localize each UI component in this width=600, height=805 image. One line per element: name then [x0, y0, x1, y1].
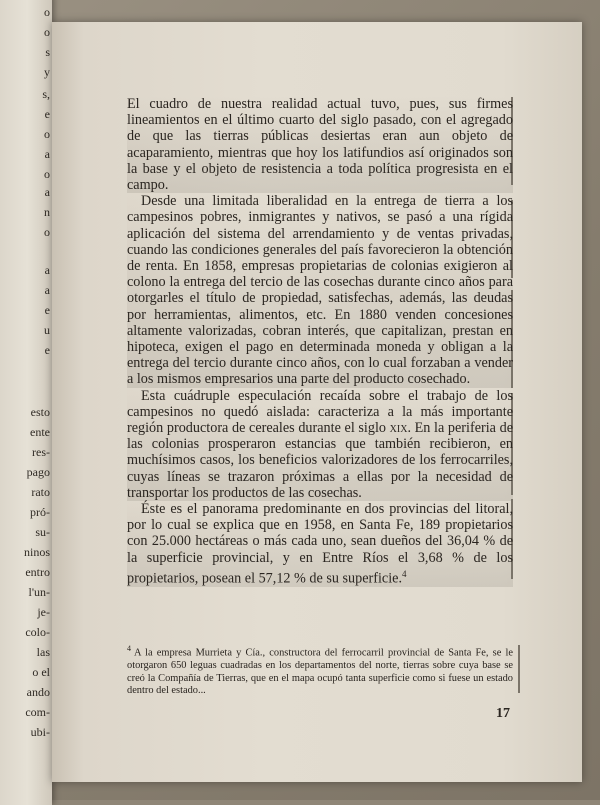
left-page-fragment: pró- [30, 505, 50, 519]
left-page-fragment: a [44, 185, 50, 199]
left-page-fragment: n [44, 205, 50, 219]
footnote [127, 643, 513, 698]
century-numeral: xix [389, 420, 408, 437]
left-page-fragment: u [44, 323, 50, 337]
left-page-fragment: rato [31, 485, 50, 499]
left-page-fragment: las [36, 645, 50, 659]
left-page-fragment: com- [25, 705, 50, 719]
left-page-fragment: y [44, 65, 50, 79]
left-page-fragment: entro [25, 565, 50, 579]
left-page-fragment: ninos [23, 545, 50, 559]
left-page-fragment: o [44, 25, 50, 39]
left-page-fragment: pago [26, 465, 50, 479]
left-page-fragment: je- [37, 605, 50, 619]
paragraph-2: Desde una limitada liberalidad en la entrega de tierra a los campesinos pobres, inmigrantes y nativos, se pasó a una rígida aplicación del sistema del arrendamiento y de ventas privadas, cuando las condiciones generales del país favorecieron la obtención de renta. En 1858, empresas propietarias de colonias exigieron al colono la entrega del tercio de las cosechas durante cinco años para otorgarles el título de propiedad, satisfechas, además, las deudas por herramientas, alimentos, etc. En 1880 venden concesiones altamente valorizadas, cobran interés, que capitalizan, prestan en hipoteca, exigen el pago en determinada moneda y obligan a la entrega del tercio durante cinco años, con lo cual forzaban a vender a los mismos empresarios una parte del producto cosechado. [127, 193, 513, 388]
left-page-fragment: o [44, 127, 50, 141]
left-page-fragment: colo- [25, 625, 50, 639]
margin-mark [518, 645, 520, 693]
left-page-fragment: o el [32, 665, 50, 679]
left-page-edge [0, 0, 52, 805]
left-page-fragment: o [44, 5, 50, 19]
left-page-fragment: res- [32, 445, 50, 459]
left-page-fragment: e [44, 343, 50, 357]
left-page-fragment: a [44, 147, 50, 161]
left-page-fragment: e [44, 303, 50, 317]
page-number: 17 [496, 706, 510, 721]
left-page-fragment: s, [42, 87, 50, 101]
left-page-fragment: ubi- [30, 725, 50, 739]
left-page-fragment: ente [30, 425, 50, 439]
left-page-fragment: su- [35, 525, 50, 539]
left-page-fragment: a [44, 263, 50, 277]
left-page-fragment: o [44, 225, 50, 239]
paragraph-4: Éste es el panorama predominante en dos provincias del litoral, por lo cual se explica que en 1958, en Santa Fe, 189 propietarios con 25.000 hectáreas o más cada uno, sean dueños del 36,04 % de la superficie provincial, y en Entre Ríos el 3,68 % de los propietarios, posean el 57,12 % de su superficie.$^4$ [127, 501, 513, 587]
left-page-fragment: o [44, 167, 50, 181]
left-page-fragment: ando [26, 685, 50, 699]
paragraph-3: Esta cuádruple especulación recaída sobre el trabajo de los campesinos no quedó aislada: caracteriza a la más importante región productora de cereales durante el siglo xix. En la periferia de las colonias prosperaron estancias que también recibieron, en muchísimos casos, los beneficios valorizadores de los ferrocarriles, cuyas líneas se trazaron próximas a ellas por la necesidad de transportar los productos de las cosechas. [127, 387, 513, 501]
left-page-fragment: l'un- [28, 585, 50, 599]
left-page-fragment: s [45, 45, 50, 59]
left-page-fragment: a [44, 283, 50, 297]
left-page-fragment: e [44, 107, 50, 121]
paragraph-1: El cuadro de nuestra realidad actual tuvo, pues, sus firmes lineamientos en el último cuarto del siglo pasado, con el agregado de que las tierras públicas desiertas eran aun objeto de acaparamiento, mientras que hoy los latifundios así originados son la base y el objeto de resistencia a toda política progresista en el campo. [127, 96, 513, 194]
footnote-reference: 4 [402, 568, 407, 579]
body-text [127, 96, 513, 587]
footnote-marker: 4 [127, 644, 131, 653]
footnote-text: A la empresa Murrieta y Cía., constructora del ferrocarril provincial de Santa Fe, se le otorgaron 650 leguas cuadradas en los departamentos del norte, tierras sobre cuya base se creó la Compañía de Tierras, que en el mapa ocupó tanta superficie como si fuese un estado dentro del estado... [127, 647, 513, 697]
left-page-fragment: esto [30, 405, 50, 419]
